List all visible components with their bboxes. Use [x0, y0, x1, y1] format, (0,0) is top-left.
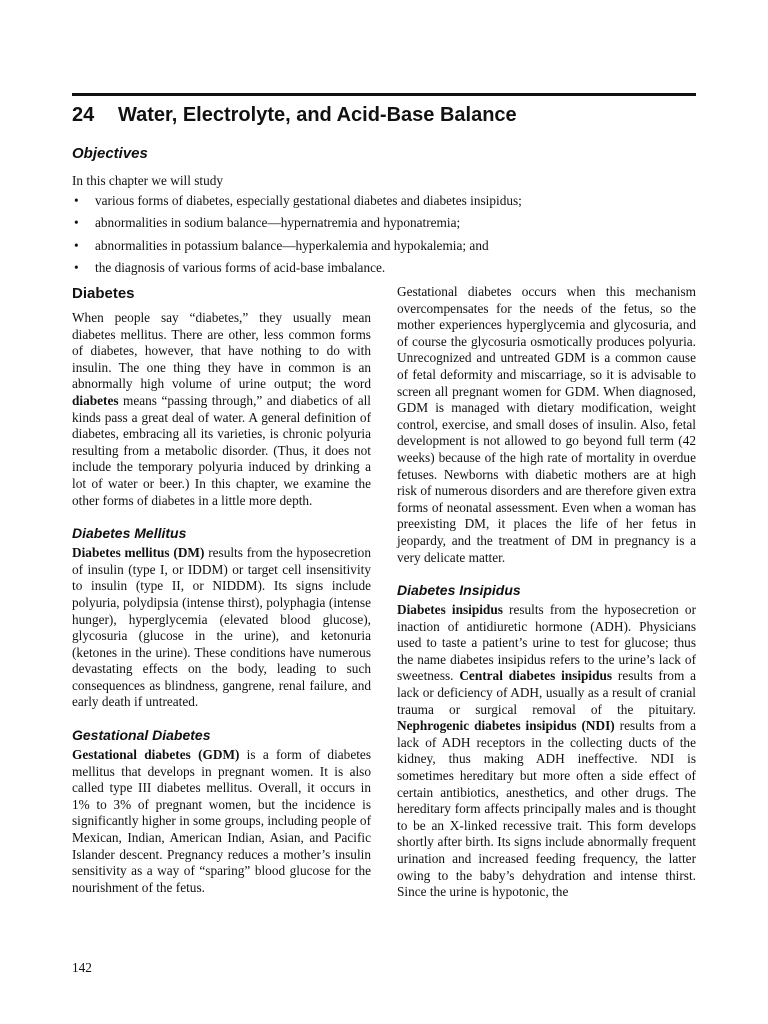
- chapter-title-text: Water, Electrolyte, and Acid-Base Balance: [118, 104, 517, 126]
- diabetes-mellitus-term: Diabetes mellitus (DM): [72, 545, 205, 561]
- diabetes-text-b: means “passing through,” and diabetics of all kinds pass a great deal of water. A general definition of diabetes, embracing all its varieties, is chronic polyuria resulting from a metabolic disorder. (Thus, it does not include the temporary polyuria induced by drinking a lot of water or beer.) In this chapter, we examine the other forms of diabetes in a little more depth.: [72, 392, 371, 508]
- bullet-icon: •: [74, 215, 79, 231]
- objective-item: [72, 190, 692, 212]
- objective-item: [72, 212, 692, 234]
- objective-item-text: abnormalities in sodium balance—hypernatremia and hyponatremia;: [95, 215, 461, 231]
- diabetes-text-a: When people say “diabetes,” they usually mean diabetes mellitus. There are other, less common forms of diabetes, however, that have nothing to do with insulin. The one thing they have in common is an abnormally high volume of urine output; the word: [72, 310, 371, 392]
- diabetes-insipidus-heading: Diabetes Insipidus: [397, 582, 521, 599]
- bullet-icon: •: [74, 193, 79, 208]
- diabetes-heading: Diabetes: [72, 285, 135, 302]
- diabetes-mellitus-heading: Diabetes Mellitus: [72, 525, 187, 542]
- central-diabetes-insipidus-term: Central diabetes insipidus: [459, 668, 613, 684]
- objective-item-text: abnormalities in potassium balance—hyperkalemia and hypokalemia; and: [95, 237, 489, 253]
- diabetes-insipidus-text-1: results from the hyposecretion or inaction of antidiuretic hormone (ADH). Physicians used to taste a patient’s urine to test for glucose; thus the name diabetes insipidus refers to the urine’s lack of sweetness.: [397, 602, 696, 684]
- nephrogenic-diabetes-insipidus-term: Nephrogenic diabetes insipidus (NDI): [397, 718, 615, 734]
- objectives-heading: Objectives: [72, 145, 148, 162]
- objective-item: [72, 235, 692, 257]
- diabetes-insipidus-text-3: results from a lack of ADH receptors in the collecting ducts of the kidney, thus making ADH ineffective. NDI is sometimes hereditary but more often a side effect of certain antibiotics, anesthetics, and other drugs. The hereditary form affects principally males and is thought to be an X-linked recessive trait. This form develops shortly after birth. Its signs include abnormally frequent urination and increased feeding frequency, the latter owing to the baby’s dehydration and intense thirst. Since the urine is hypotonic, the: [397, 718, 696, 900]
- diabetes-insipidus-paragraph: [397, 602, 696, 901]
- left-column: [72, 284, 371, 896]
- diabetes-insipidus-term: Diabetes insipidus: [397, 602, 503, 618]
- diabetes-insipidus-text-2: results from a lack or deficiency of ADH, usually as a result of cranial trauma or surgical removal of the pituitary.: [397, 668, 697, 717]
- objective-item-text: the diagnosis of various forms of acid-base imbalance.: [95, 259, 386, 275]
- diabetes-mellitus-text: results from the hyposecretion of insulin (type I, or IDDM) or target cell insensitivity to insulin (type II, or NIDDM). Its signs include polyuria, polydipsia (intense thirst), polyphagia (intense hunger), hyperglycemia (elevated blood glucose), glycosuria (glucose in the urine), and ketonuria (ketones in the urine). These conditions have numerous devastating effects on the body, leading to such consequences as blindness, gangrene, renal failure, and early death if untreated.: [72, 545, 371, 710]
- bullet-icon: •: [74, 259, 79, 275]
- diabetes-mellitus-paragraph: [72, 545, 371, 711]
- gestational-diabetes-term: Gestational diabetes (GDM): [72, 747, 240, 763]
- gestational-diabetes-heading: Gestational Diabetes: [72, 727, 211, 744]
- objective-item: [72, 257, 692, 279]
- chapter-top-rule: [72, 93, 696, 96]
- right-column: [397, 284, 696, 901]
- gestational-diabetes-continued: Gestational diabetes occurs when this mechanism overcompensates for the needs of the fetus, so the mother experiences hyperglycemia and glycosuria, and of course the glycosuria osmotically produces polyuria. Unrecognized and untreated GDM is a common cause of fetal deformity and miscarriage, so it is advisable to screen all pregnant women for GDM. When diagnosed, GDM is managed with dietary modification, weight control, exercise, and small doses of insulin. Also, fetal development is not allowed to go beyond full term (42 weeks) because of the high rate of mortality in overdue fetuses. Newborns with diabetic mothers are at high risk of numerous disorders and are therefore given extra forms of neonatal assessment. Even when a woman has preexisting DM, it places the life of her fetus in jeopardy, and the treatment of DM in pregnancy is a very delicate matter.: [397, 284, 696, 565]
- gestational-diabetes-paragraph: [72, 747, 371, 896]
- objectives-intro: In this chapter we will study: [72, 173, 224, 188]
- diabetes-term: diabetes: [72, 392, 119, 408]
- objectives-list: [72, 190, 692, 279]
- bullet-icon: •: [74, 237, 79, 253]
- chapter-title: [72, 102, 696, 128]
- diabetes-paragraph: [72, 310, 371, 509]
- page-number: 142: [72, 960, 92, 975]
- chapter-number: 24: [72, 104, 95, 126]
- gestational-diabetes-text: is a form of diabetes mellitus that develops in pregnant women. It is also called type III diabetes mellitus. Overall, it occurs in 1% to 3% of pregnant women, but the incidence is significantly higher in some groups, including people of Mexican, Indian, American Indian, Asian, and Pacific Islander descent. Pregnancy reduces a mother’s insulin sensitivity as a way of “sparing” blood glucose for the nourishment of the fetus.: [72, 747, 371, 895]
- objective-item-text: various forms of diabetes, especially gestational diabetes and diabetes insipidus;: [95, 193, 522, 208]
